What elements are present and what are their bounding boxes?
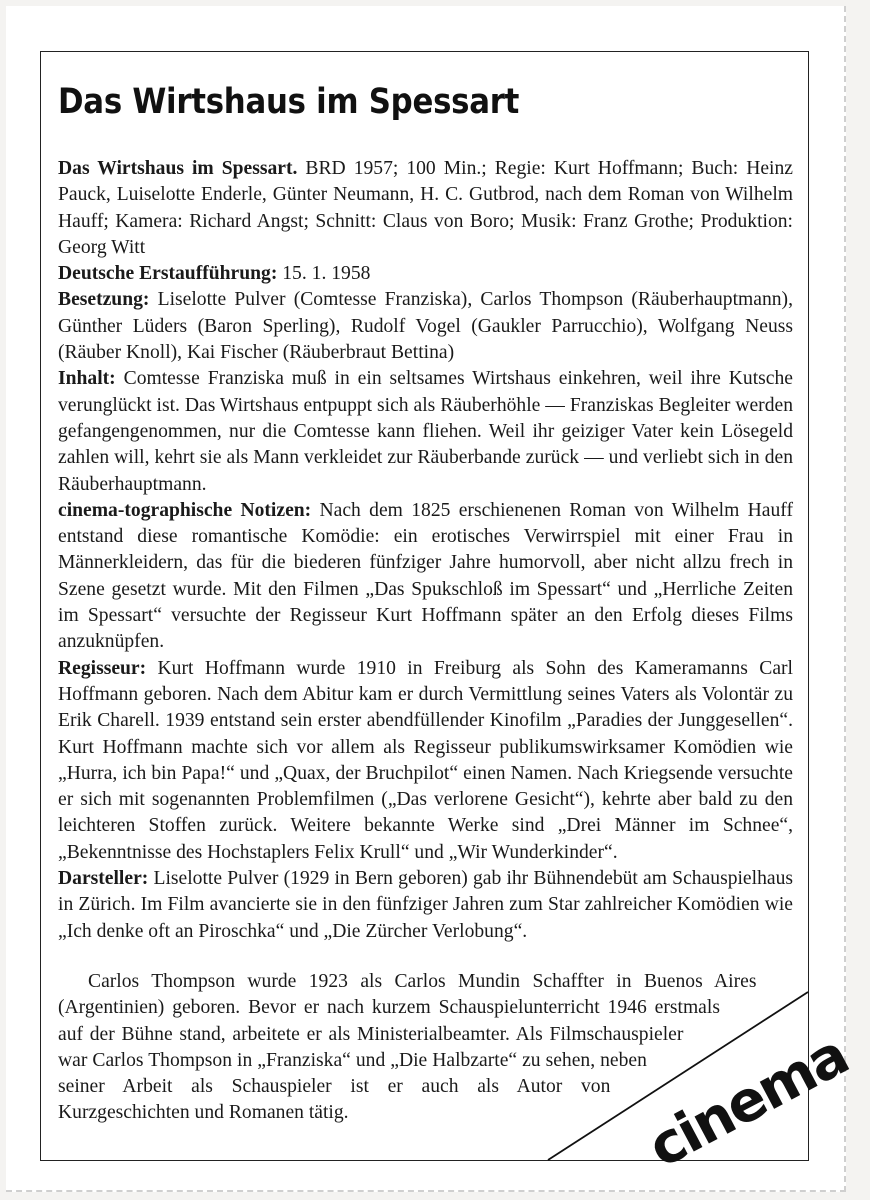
director-text: Kurt Hoffmann wurde 1910 in Freiburg als Sohn des Kameramanns Carl Hoffmann geboren. Nach dem Abitur kam er durch Vermittlung seines Vaters als Volontär zu Erik Charell. 1939 entstand sein erster abendfüllender Kinofilm „Paradies der Junggesellen“. Kurt Hoffmann machte sich vor allem als Regisseur publikumswirksamer Komödien wie „Hurra, ich bin Papa!“ und „Quax, der Bruchpilot“ einen Namen. Nach Kriegsende versuchte er sich mit sogenannten Problemfilmen („Das verlorene Gesicht“), kehrte aber bald zu den leichteren Stoffen zurück. Weitere bekannte Werke sind „Drei Männer im Schnee“, „Bekenntnisse des Hochstaplers Felix Krull“ und „Wir Wunderkinder“. [58, 657, 793, 863]
article-body [58, 156, 793, 945]
cinema-logo-corner [548, 990, 858, 1181]
actors-label: Darsteller: [58, 868, 149, 890]
cast-paragraph [58, 287, 793, 366]
thompson-paragraph: Carlos Thompson wurde 1923 als Carlos Mundin Schaffter in Buenos Aires (Argentinien) geboren. Bevor er nach kurzem Schauspielunterricht 1946 erstmals auf der Bühne stand, arbeitete er als Ministerialbeamter. Als Filmschauspieler war Carlos Thompson in „Franziska“ und „Die Halbzarte“ zu sehen, neben seiner Arbeit als Schauspieler ist er auch als Autor von Kurzgeschichten und Romanen tätig. [58, 971, 757, 1124]
credits-paragraph [58, 156, 793, 261]
page-card [6, 6, 858, 1192]
premiere-text: 15. 1. 1958 [277, 263, 371, 285]
article-title: Das Wirtshaus im Spessart [58, 82, 520, 122]
credits-text: BRD 1957; 100 Min.; Regie: Kurt Hoffmann; Buch: Heinz Pauck, Luiselotte Enderle, Günter Neumann, H. C. Gutbrod, nach dem Roman von Wilhelm Hauff; Kamera: Richard Angst; Schnitt: Claus von Boro; Musik: Franz Grothe; Produktion: Georg Witt [58, 158, 793, 258]
credits-label: Das Wirtshaus im Spessart. [58, 158, 298, 179]
plot-paragraph [58, 366, 793, 497]
premiere-paragraph [58, 261, 793, 287]
notes-label: cinema-tographische Notizen: [58, 499, 312, 521]
article-frame [40, 51, 858, 1181]
plot-label: Inhalt: [58, 368, 116, 390]
actors-paragraph [58, 866, 793, 945]
cast-label: Besetzung: [58, 289, 150, 311]
director-label: Regisseur: [58, 657, 147, 679]
notes-paragraph [58, 498, 793, 656]
cinema-logo [548, 990, 858, 1181]
cinema-logo-text: cinema [638, 1022, 858, 1181]
actors-text: Liselotte Pulver (1929 in Bern geboren) gab ihr Bühnendebüt am Schauspielhaus in Zürich. Im Film avancierte sie in den fünfziger Jahren zum Star zahlreicher Komödien wie „Ich denke oft an Piroschka“ und „Die Zürcher Verlobung“. [58, 868, 793, 942]
notes-text: Nach dem 1825 erschienenen Roman von Wilhelm Hauff entstand diese romantische Komödie: ein erotisches Verwirrspiel mit einer Frau in Männerkleidern, das für die biederen fünfziger Jahre humorvoll, aber nicht allzu frech in Szene gesetzt wurde. Mit den Filmen „Das Spukschloß im Spessart“ und „Herrliche Zeiten im Spessart“ versuchte der Regisseur Kurt Hoffmann später an den Erfolg dieses Films anzuknüpfen. [58, 499, 794, 653]
plot-text: Comtesse Franziska muß in ein seltsames Wirtshaus einkehren, weil ihre Kutsche verunglückt ist. Das Wirtshaus entpuppt sich als Räuberhöhle — Franziskas Begleiter werden gefangengenommen, nur die Comtesse kann fliehen. Weil ihr geiziger Vater kein Lösegeld zahlen will, kehrt sie als Mann verkleidet zur Räuberbande zurück — und verliebt sich in den Räuberhauptmann. [58, 368, 793, 495]
cast-text: Liselotte Pulver (Comtesse Franziska), Carlos Thompson (Räuberhauptmann), Günther Lüders (Baron Sperling), Rudolf Vogel (Gaukler Parrucchio), Wolfgang Neuss (Räuber Knoll), Kai Fischer (Räuberbraut Bettina) [58, 289, 793, 364]
premiere-label: Deutsche Erstaufführung: [58, 263, 278, 285]
director-paragraph [58, 656, 793, 866]
